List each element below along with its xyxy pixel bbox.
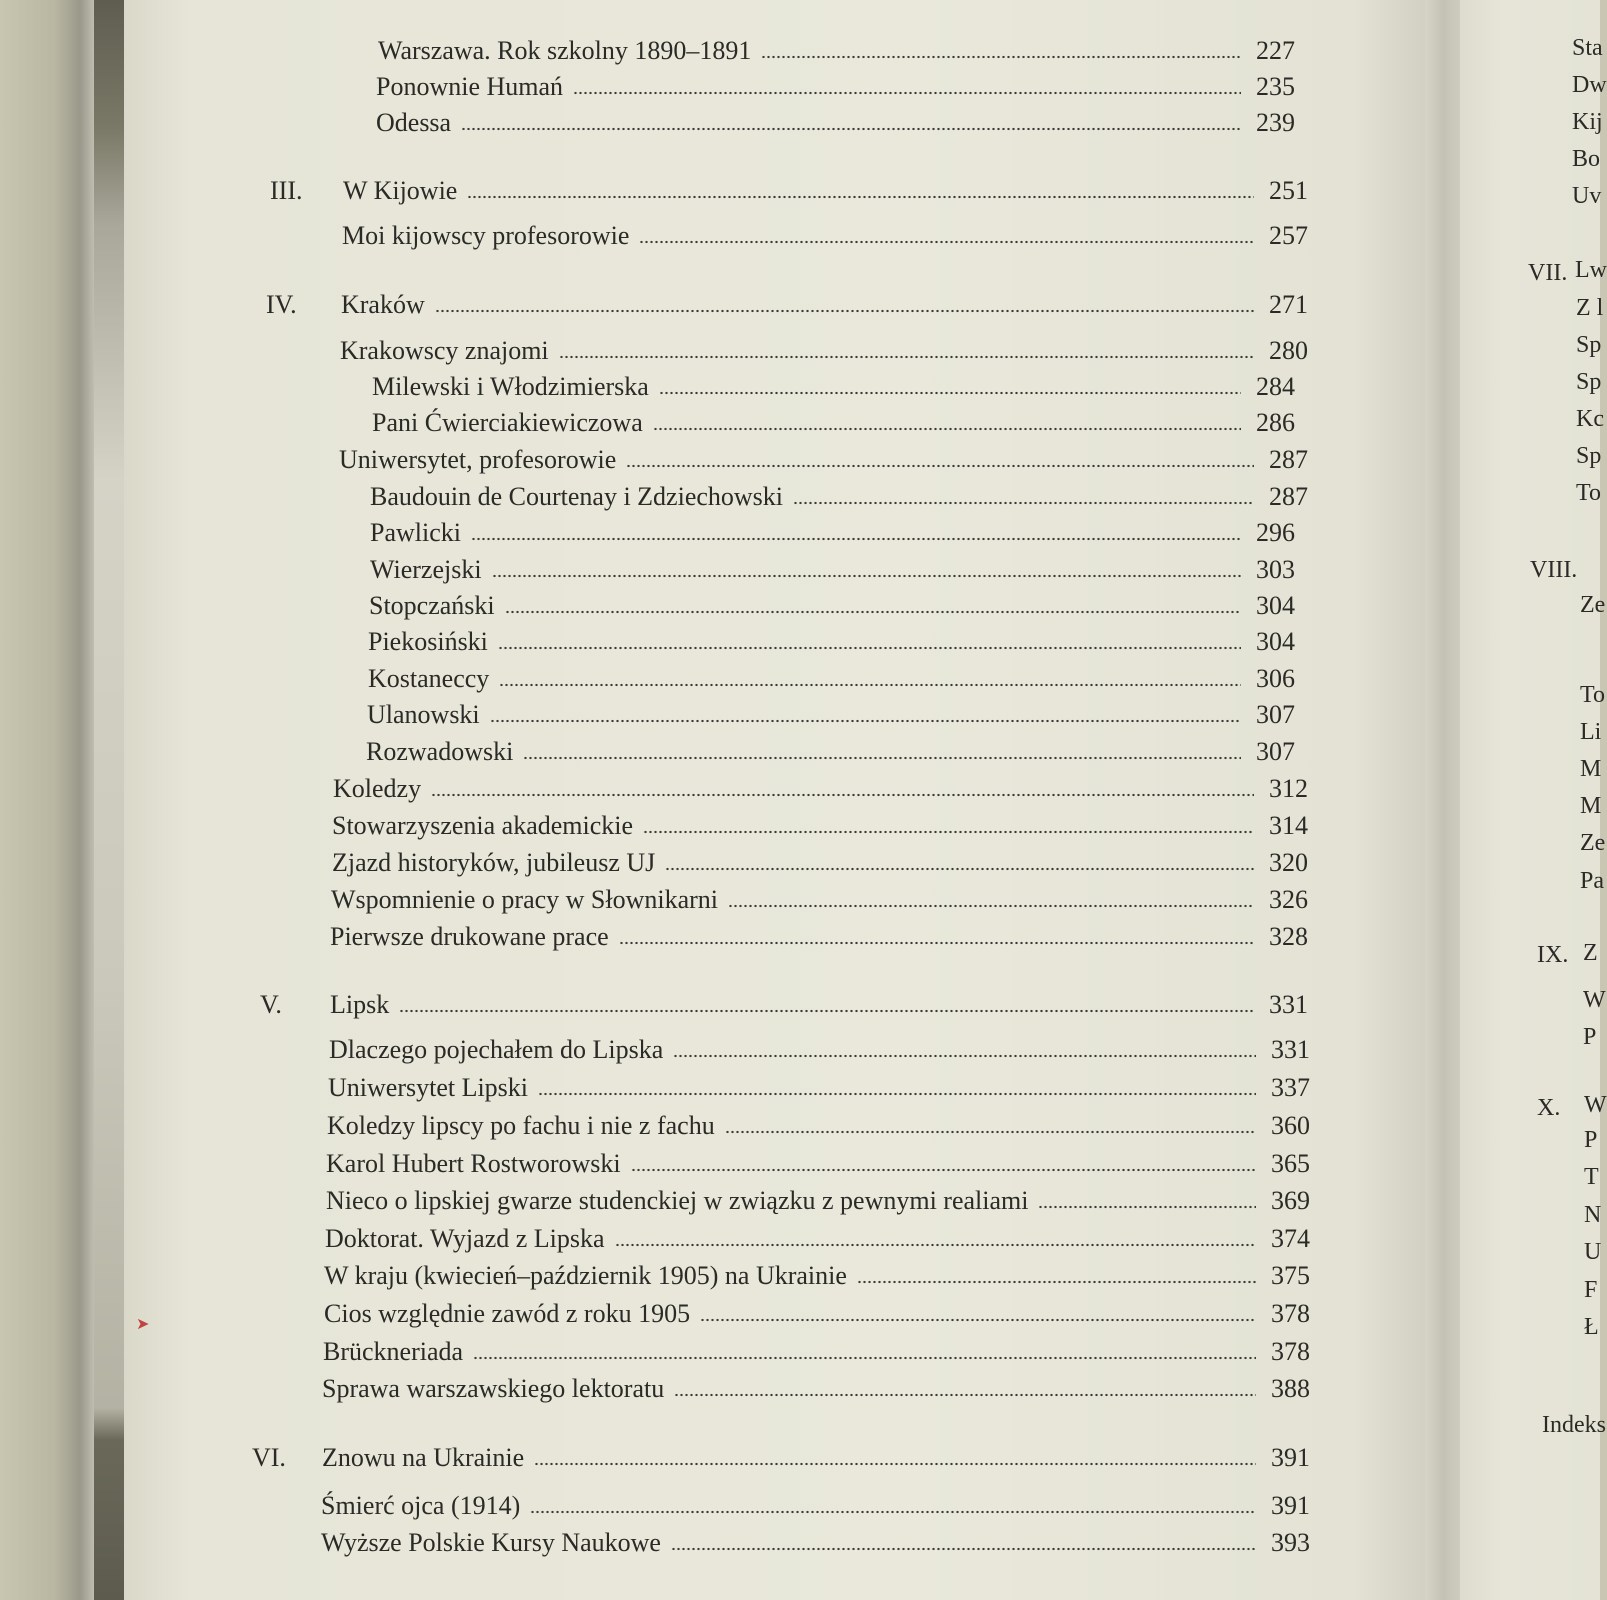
toc-page-number: 328 [1269,922,1308,951]
dot-leader [431,793,1254,797]
dot-leader [1038,1205,1256,1209]
right-page-entry: Dw [1572,72,1607,98]
toc-page-number: 235 [1256,72,1295,101]
toc-entry [367,696,1295,730]
dot-leader [492,574,1241,578]
toc-entry [330,918,1308,952]
toc-entry [372,404,1295,438]
toc-entry [327,1107,1310,1141]
right-page-entry: Z [1583,940,1598,966]
right-page-entry: U [1584,1239,1602,1265]
right-chapter-numeral: IX. [1537,942,1569,968]
toc-page-number: 304 [1256,627,1295,656]
toc-page-number: 331 [1271,1035,1310,1064]
toc-entry-title: Koledzy lipscy po fachu i nie z fachu [327,1111,715,1140]
dot-leader [615,1243,1256,1247]
toc-entry-title: Cios względnie zawód z roku 1905 [324,1299,691,1328]
toc-entry-title: Uniwersytet, profesorowie [339,445,617,474]
toc-entry [321,1524,1310,1558]
toc-entry [378,32,1295,66]
toc-entry-title: Sprawa warszawskiego lektoratu [322,1374,665,1403]
chapter-numeral: III. [270,176,303,205]
toc-page-number: 251 [1269,176,1308,205]
right-page-entry: Z l [1576,295,1604,321]
right-page-entry: P [1584,1127,1598,1153]
right-page-entry: F [1584,1277,1598,1303]
toc-entry-title: Piekosiński [368,627,488,656]
toc-entry-title: Śmierć ojca (1914) [321,1491,521,1520]
toc-entry-title: Znowu na Ukrainie [322,1443,525,1472]
toc-page-number: 280 [1269,336,1308,365]
toc-page-number: 391 [1271,1443,1310,1472]
toc-entry [340,332,1308,366]
toc-entry [342,217,1308,251]
right-page-entry: Sp [1576,332,1602,358]
dot-leader [793,501,1254,505]
dot-leader [559,355,1254,359]
dot-leader [490,719,1241,723]
right-chapter-numeral: VIII. [1530,557,1578,583]
toc-entry [329,1031,1310,1065]
toc-entry [331,881,1308,915]
toc-entry [370,478,1308,512]
dot-leader [674,1393,1256,1397]
right-page-entry: N [1584,1202,1602,1228]
toc-entry [372,368,1295,402]
toc-entry-title: Stowarzyszenia akademickie [332,811,634,840]
toc-entry [260,986,1308,1020]
toc-page-number: 286 [1256,408,1295,437]
dot-leader [619,941,1254,945]
toc-page-number: 393 [1271,1528,1310,1557]
dot-leader [461,127,1241,131]
toc-entry-title: Nieco o lipskiej gwarze studenckiej w związku z pewnymi realiami [326,1186,1029,1215]
right-page-entry: To [1576,480,1601,506]
toc-page-number: 375 [1271,1261,1310,1290]
toc-page-number: 360 [1271,1111,1310,1140]
toc-entry [324,1295,1310,1329]
dot-leader [471,537,1241,541]
toc-entry [323,1333,1310,1367]
right-page-entry: Indeks [1542,1412,1606,1438]
toc-entry-title: Warszawa. Rok szkolny 1890–1891 [378,36,752,65]
toc-entry [325,1220,1310,1254]
toc-entry-title: Kraków [341,290,425,319]
toc-page-number: 391 [1271,1491,1310,1520]
dot-leader [673,1054,1256,1058]
dot-leader [626,464,1254,468]
dot-leader [499,683,1241,687]
right-page-entry: Uv [1572,183,1602,209]
dot-leader [534,1462,1256,1466]
toc-page-number: 307 [1256,737,1295,766]
toc-entry-title: W kraju (kwiecień–październik 1905) na Ukrainie [324,1261,847,1290]
toc-entry-title: Rozwadowski [366,737,514,766]
toc-entry [339,441,1308,475]
toc-entry-title: Brückneriada [323,1337,464,1366]
toc-entry [270,172,1308,206]
right-page-entry: M [1580,756,1602,782]
toc-entry-title: Baudouin de Courtenay i Zdziechowski [370,482,784,511]
toc-entry [332,844,1308,878]
dot-leader [671,1547,1256,1551]
toc-entry [266,286,1308,320]
right-page-entry: Sta [1572,35,1603,61]
toc-page-number: 296 [1256,518,1295,547]
dot-leader [761,55,1241,59]
toc-entry [252,1439,1310,1473]
toc-entry-title: Pani Ćwierciakiewiczowa [372,408,643,437]
toc-entry-title: Dlaczego pojechałem do Lipska [329,1035,664,1064]
toc-page-number: 306 [1256,664,1295,693]
toc-page-number: 378 [1271,1299,1310,1328]
toc-entry [368,623,1295,657]
toc-entry [368,660,1295,694]
toc-entry [326,1145,1310,1179]
toc-page-number: 369 [1271,1186,1310,1215]
chapter-numeral: VI. [252,1443,286,1472]
toc-page-number: 337 [1271,1073,1310,1102]
book-spine-edge [0,0,100,1600]
right-page-entry: Ze [1580,592,1606,618]
toc-entry [324,1257,1310,1291]
right-page-entry: Bo [1572,146,1601,172]
toc-entry-title: Stopczański [369,591,495,620]
toc-entry [321,1487,1310,1521]
toc-page-number: 227 [1256,36,1295,65]
red-mark-icon: ➤ [136,1316,150,1333]
dot-leader [399,1009,1254,1013]
toc-page-number: 314 [1269,811,1308,840]
toc-entry-title: Zjazd historyków, jubileusz UJ [332,848,656,877]
toc-page-number: 303 [1256,555,1295,584]
toc-entry-title: Karol Hubert Rostworowski [326,1149,621,1178]
toc-page-number: 331 [1269,990,1308,1019]
dot-leader [653,427,1241,431]
toc-page-number: 307 [1256,700,1295,729]
right-chapter-numeral: X. [1537,1095,1561,1121]
dot-leader [505,610,1241,614]
chapter-numeral: V. [260,990,282,1019]
right-chapter-numeral: VII. [1528,260,1568,286]
toc-entry [366,733,1295,767]
dot-leader [523,756,1241,760]
right-page-entry: Lw [1575,257,1607,283]
dot-leader [473,1356,1256,1360]
toc-entry-title: Pierwsze drukowane prace [330,922,609,951]
dot-leader [435,309,1254,313]
toc-page-number: 388 [1271,1374,1310,1403]
dot-leader [857,1280,1256,1284]
toc-entry-title: Pawlicki [370,518,461,547]
dot-leader [530,1510,1256,1514]
toc-entry [322,1370,1310,1404]
right-page-entry: Ze [1580,830,1606,856]
dot-leader [639,240,1254,244]
toc-page-number: 320 [1269,848,1308,877]
right-page-entry: Kij [1572,109,1603,135]
toc-entry [370,514,1295,548]
right-page-entry: W [1584,1092,1607,1118]
toc-entry-title: Odessa [376,108,452,137]
toc-page-number: 239 [1256,108,1295,137]
right-page-entry: To [1580,682,1605,708]
right-page-entry: Li [1580,719,1602,745]
right-page-entry: Sp [1576,369,1602,395]
toc-page-number: 271 [1269,290,1308,319]
toc-entry-title: Moi kijowscy profesorowie [342,221,630,250]
right-page-entry: T [1584,1164,1599,1190]
dot-leader [725,1130,1256,1134]
dot-leader [573,91,1241,95]
toc-page-number: 284 [1256,372,1295,401]
toc-entry [369,587,1295,621]
dot-leader [728,904,1254,908]
toc-entry-title: Krakowscy znajomi [340,336,549,365]
toc-entry-title: Wyższe Polskie Kursy Naukowe [321,1528,661,1557]
toc-entry-title: Milewski i Włodzimierska [372,372,649,401]
toc-entry-title: Wspomnienie o pracy w Słownikarni [331,885,719,914]
toc-page-number: 374 [1271,1224,1310,1253]
toc-page-number: 257 [1269,221,1308,250]
toc-entry-title: Ponownie Humań [376,72,564,101]
right-page-entry: Ł [1584,1314,1599,1340]
toc-entry [376,68,1295,102]
toc-entry-title: Lipsk [330,990,390,1019]
toc-page-number: 312 [1269,774,1308,803]
right-page-entry: Kc [1576,406,1604,432]
right-page-entry: W [1583,987,1606,1013]
toc-entry-title: W Kijowie [343,176,458,205]
toc-entry [326,1182,1310,1216]
dot-leader [700,1318,1256,1322]
dot-leader [659,391,1241,395]
toc-entry-title: Doktorat. Wyjazd z Lipska [325,1224,605,1253]
toc-entry [376,104,1295,138]
toc-entry [332,807,1308,841]
toc-page-number: 304 [1256,591,1295,620]
toc-entry-title: Wierzejski [370,555,482,584]
right-page-entry: Pa [1580,868,1604,894]
right-page [1460,0,1607,1600]
right-page-entry: M [1580,793,1602,819]
toc-page-number: 287 [1269,482,1308,511]
dot-leader [467,195,1254,199]
toc-entry-title: Uniwersytet Lipski [328,1073,529,1102]
toc-entry-title: Koledzy [333,774,422,803]
dot-leader [631,1168,1256,1172]
toc-page-number: 365 [1271,1149,1310,1178]
right-page-entry: P [1583,1024,1597,1050]
dot-leader [498,646,1241,650]
toc-entry [333,770,1308,804]
toc-page-number: 326 [1269,885,1308,914]
book-gutter [1425,0,1465,1600]
toc-entry-title: Ulanowski [367,700,480,729]
toc-entry [328,1069,1310,1103]
dot-leader [538,1092,1256,1096]
toc-page-number: 378 [1271,1337,1310,1366]
right-page-entry: Sp [1576,443,1602,469]
book-cover-band [94,0,128,1600]
dot-leader [643,830,1254,834]
dot-leader [665,867,1254,871]
toc-entry [370,551,1295,585]
chapter-numeral: IV. [266,290,297,319]
toc-page-number: 287 [1269,445,1308,474]
toc-entry-title: Kostaneccy [368,664,490,693]
